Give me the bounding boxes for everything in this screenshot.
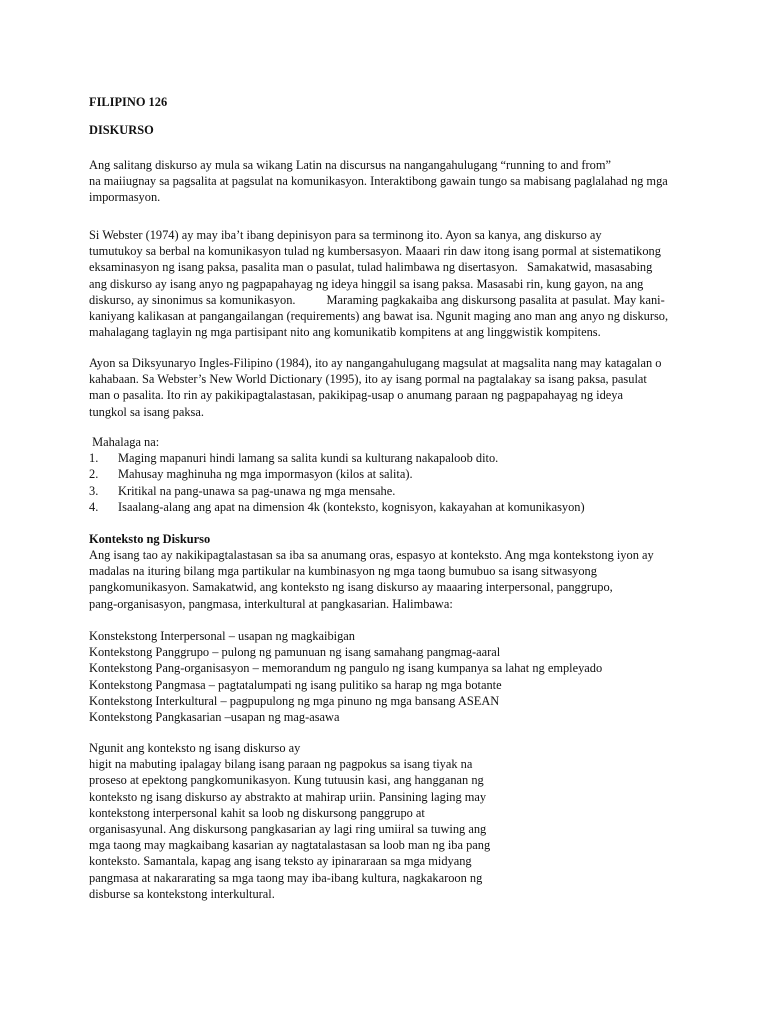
example-line: Kontekstong Pangkasarian –usapan ng mag-asawa <box>89 710 340 725</box>
text-line: mahalagang taglayin ng mga partisipant nito ang komunikatib kompitens at ang linggwistik kompitens. <box>89 325 601 340</box>
course-code: FILIPINO 126 <box>89 95 168 109</box>
list-intro: Mahalaga na: <box>89 435 160 449</box>
list-number: 1. <box>89 451 99 466</box>
list-text: Isaalang-alang ang apat na dimension 4k (konteksto, kognisyon, kakayahan at komunikasyon) <box>118 499 585 514</box>
text-line: organisasyunal. Ang diskursong pangkasarian ay lagi ring umiiral sa tuwing ang <box>89 822 487 837</box>
paragraph-boundary <box>89 740 689 902</box>
text-line: konteksto ng isang diskurso ay abstrakto at mahirap uriin. Pansining laging may <box>89 789 487 804</box>
list-item <box>89 450 689 466</box>
section-heading: Konteksto ng Diskurso <box>89 532 211 546</box>
context-examples <box>89 628 689 725</box>
example-line: Kontekstong Pangmasa – pagtatalumpati ng isang pulitiko sa harap ng mga botante <box>89 677 502 692</box>
text-line: kontekstong interpersonal kahit sa loob ng diskursong panggrupo at <box>89 805 425 820</box>
text-line: disburse sa kontekstong interkultural. <box>89 886 275 901</box>
text-line: mga taong may magkaibang kasarian ay nagtatalastasan sa loob man ng iba pang <box>89 838 491 853</box>
paragraph-context <box>89 547 689 612</box>
list-item <box>89 483 689 499</box>
text-line: man o pasalita. Ito rin ay pakikipagtalastasan, pakikipag-usap o anumang paraan ng pagpapahayag ng ideya <box>89 388 623 403</box>
paragraph-dictionary <box>89 355 689 420</box>
list-text: Mahusay maghinuha ng mga impormasyon (kilos at salita). <box>118 467 413 482</box>
text-line: pang-organisasyon, pangmasa, interkultural at pangkasarian. Halimbawa: <box>89 596 453 611</box>
importance-list <box>89 434 689 515</box>
text-line: pangkomunikasyon. Samakatwid, ang konteksto ng isang diskurso ay maaaring interpersonal, panggrupo, <box>89 580 613 595</box>
text-line: higit na mabuting ipalagay bilang isang paraan ng pagpokus sa isang tiyak na <box>89 757 473 772</box>
text-line: Si Webster (1974) ay may iba’t ibang depinisyon para sa terminong ito. Ayon sa kanya, ang diskurso ay <box>89 228 602 242</box>
list-number: 4. <box>89 499 99 514</box>
text-line: Ang isang tao ay nakikipagtalastasan sa iba sa anumang oras, espasyo at konteksto. Ang mga kontekstong iyon ay <box>89 548 654 562</box>
list-text: Kritikal na pang-unawa sa pag-unawa ng mga mensahe. <box>118 483 396 498</box>
text-line: kahabaan. Sa Webster’s New World Dictionary (1995), ito ay isang pormal na pagtalakay sa isang paksa, pasulat <box>89 372 647 387</box>
text-line: pangmasa at nakararating sa mga taong may iba-ibang kultura, nagkakaroon ng <box>89 870 483 885</box>
text-line: proseso at epektong pangkomunikasyon. Kung tutuusin kasi, ang hangganan ng <box>89 773 484 788</box>
text-line: na maiiugnay sa pagsalita at pagsulat na komunikasyon. Interaktibong gawain tungo sa mabisang paglalahad ng mga <box>89 174 668 189</box>
list-text: Maging mapanuri hindi lamang sa salita kundi sa kulturang nakapaloob dito. <box>118 451 499 466</box>
list-number: 3. <box>89 483 99 498</box>
list-item <box>89 466 689 482</box>
text-line: eksaminasyon ng isang paksa, pasalita man o pasulat, tulad halimbawa ng disertasyon. Samakatwid, masasabing <box>89 260 653 275</box>
text-line: tungkol sa isang paksa. <box>89 404 204 419</box>
example-line: Kontekstong Pang-organisasyon – memorandum ng pangulo ng isang kumpanya sa lahat ng empleyado <box>89 661 603 676</box>
text-line: diskurso, ay sinonimus sa komunikasyon. Maraming pagkakaiba ang diskursong pasalita at pasulat. May kani- <box>89 292 665 307</box>
text-line: Ayon sa Diksyunaryo Ingles-Filipino (1984), ito ay nangangahulugang magsulat at magsalita nang may katagalan o <box>89 356 662 370</box>
example-line: Konstekstong Interpersonal – usapan ng magkaibigan <box>89 629 355 643</box>
document-title: DISKURSO <box>89 123 154 137</box>
text-line: ang diskurso ay isang anyo ng pagpapahayag ng ideya hinggil sa isang paksa. Masasabi rin, kung gayon, na ang <box>89 276 644 291</box>
paragraph-webster <box>89 227 689 340</box>
list-number: 2. <box>89 467 99 482</box>
example-line: Kontekstong Panggrupo – pulong ng pamunuan ng isang samahang pangmag-aaral <box>89 645 501 660</box>
text-line: Ngunit ang konteksto ng isang diskurso ay <box>89 741 301 755</box>
list-item <box>89 499 689 515</box>
text-line: konteksto. Samantala, kapag ang isang teksto ay ipinararaan sa mga midyang <box>89 854 472 869</box>
text-line: Ang salitang diskurso ay mula sa wikang Latin na discursus na nangangahulugang “running to and from” <box>89 158 612 172</box>
text-line: impormasyon. <box>89 190 161 205</box>
example-line: Kontekstong Interkultural – pagpupulong ng mga pinuno ng mga bansang ASEAN <box>89 693 500 708</box>
text-line: madalas na ituring bilang mga partikular na kumbinasyon ng mga taong bumubuo sa isang sitwasyong <box>89 564 597 579</box>
paragraph-intro <box>89 157 689 206</box>
text-line: tumutukoy sa berbal na komunikasyon tulad ng kumbersasyon. Maaari rin daw itong isang pormal at sistematikong <box>89 244 661 259</box>
text-line: kaniyang kalikasan at pangangailangan (requirements) ang bawat isa. Ngunit maging ano man ang anyo ng diskurso, <box>89 309 669 324</box>
